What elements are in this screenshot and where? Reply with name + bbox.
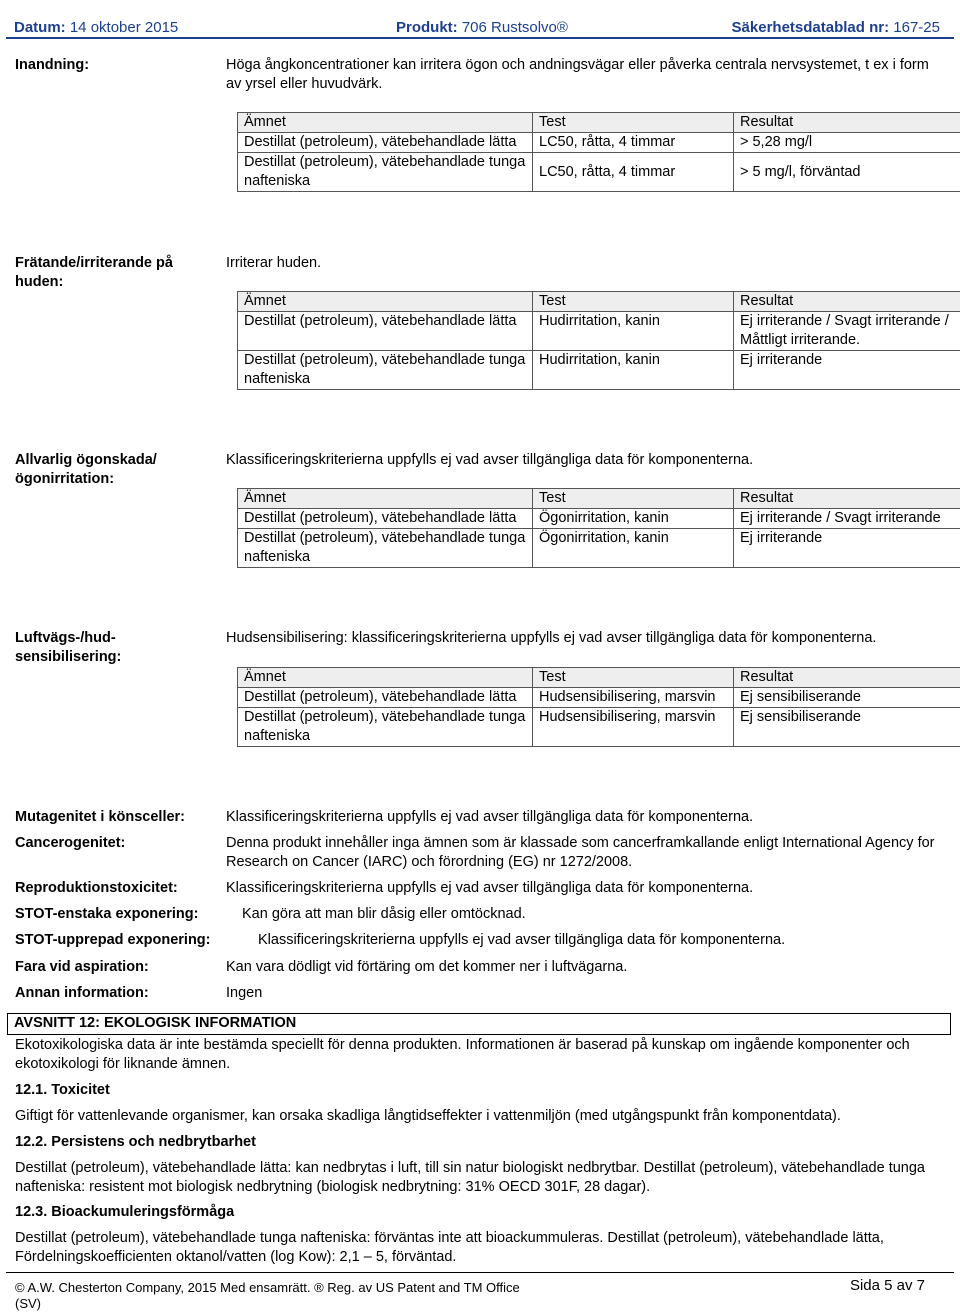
cell-test: LC50, råtta, 4 timmar: [533, 153, 734, 192]
skin-table: [237, 291, 960, 390]
header-cell-result: Resultat: [734, 292, 960, 312]
date-label: Datum:: [14, 19, 66, 36]
header-cell-test: Test: [533, 292, 734, 312]
table-row: [238, 312, 960, 351]
inhalation-text: Höga ångkoncentrationer kan irritera ögon och andningsvägar eller påverka centrala nervsystemet, t ex i form av yrsel eller huvudvärk.: [226, 56, 941, 94]
other-info-label: Annan information:: [15, 984, 215, 1003]
copyright-text: © A.W. Chesterton Company, 2015 Med ensamrätt. ® Reg. av US Patent and TM Office: [15, 1278, 520, 1297]
eye-label-line-2: ögonirritation:: [15, 470, 215, 489]
cell-test: Hudsensibilisering, marsvin: [533, 688, 734, 708]
table-row: [238, 529, 960, 568]
other-info-text: Ingen: [226, 984, 941, 1003]
cell-substance: Destillat (petroleum), vätebehandlade lätta: [238, 688, 533, 708]
product-value: 706 Rustsolvo®: [462, 19, 568, 36]
table-row: [238, 509, 960, 529]
header-cell-result: Resultat: [734, 668, 960, 688]
cell-substance: Destillat (petroleum), vätebehandlade lätta: [238, 509, 533, 529]
product-label: Produkt:: [396, 19, 458, 36]
carcinogenicity-label: Cancerogenitet:: [15, 834, 215, 853]
date-value: 14 oktober 2015: [70, 19, 178, 36]
aspiration-label: Fara vid aspiration:: [15, 958, 215, 977]
eye-label-line-1: Allvarlig ögonskada/: [15, 451, 215, 470]
cell-result: Ej sensibiliserande: [734, 688, 960, 708]
bioaccumulation-text: Destillat (petroleum), vätebehandlade tunga nafteniska: förväntas inte att bioackummuleras. Destillat (petroleum), vätebehandlade lätta, Fördelningskoefficienten oktanol/vatten (log Kow): 2,1 – 5, förväntad.: [15, 1229, 942, 1267]
cell-test: Hudirritation, kanin: [533, 312, 734, 351]
table-header-row: [238, 113, 960, 133]
cell-test: LC50, råtta, 4 timmar: [533, 133, 734, 153]
cell-substance: Destillat (petroleum), vätebehandlade lätta: [238, 312, 533, 351]
bioaccumulation-heading: 12.3. Bioackumuleringsförmåga: [15, 1203, 942, 1222]
cell-substance: Destillat (petroleum), vätebehandlade tunga nafteniska: [238, 153, 533, 192]
cell-result: > 5,28 mg/l: [734, 133, 960, 153]
header-cell-test: Test: [533, 489, 734, 509]
eye-text: Klassificeringskriterierna uppfylls ej vad avser tillgängliga data för komponenterna.: [226, 451, 941, 470]
cell-substance: Destillat (petroleum), vätebehandlade tunga nafteniska: [238, 708, 533, 747]
table-row: [238, 133, 960, 153]
sensitisation-label-line-1: Luftvägs-/hud-: [15, 629, 215, 648]
header-cell-test: Test: [533, 113, 734, 133]
header-cell-test: Test: [533, 668, 734, 688]
cell-substance: Destillat (petroleum), vätebehandlade tunga nafteniska: [238, 529, 533, 568]
sheet-value: 167-25: [893, 19, 940, 36]
mutagenicity-label: Mutagenitet i könsceller:: [15, 808, 215, 827]
header-cell-substance: Ämnet: [238, 668, 533, 688]
header-cell-result: Resultat: [734, 489, 960, 509]
sheet-label: Säkerhetsdatablad nr:: [732, 19, 890, 36]
cell-test: Hudsensibilisering, marsvin: [533, 708, 734, 747]
persistence-heading: 12.2. Persistens och nedbrytbarhet: [15, 1133, 942, 1152]
eye-label: [15, 451, 215, 489]
cell-result: Ej irriterande / Svagt irriterande / Måttligt irriterande.: [734, 312, 960, 351]
header-divider: [6, 37, 954, 39]
table-header-row: [238, 668, 960, 688]
reproductive-toxicity-text: Klassificeringskriterierna uppfylls ej vad avser tillgängliga data för komponenterna.: [226, 879, 941, 898]
header-cell-substance: Ämnet: [238, 489, 533, 509]
stot-single-text: Kan göra att man blir dåsig eller omtöcknad.: [242, 905, 941, 924]
footer-divider: [6, 1272, 954, 1273]
sensitisation-text: Hudsensibilisering: klassificeringskriterierna uppfylls ej vad avser tillgängliga data för komponenterna.: [226, 629, 941, 648]
stot-repeated-text: Klassificeringskriterierna uppfylls ej vad avser tillgängliga data för komponenterna.: [258, 931, 941, 950]
sensitisation-label: [15, 629, 215, 667]
sensitisation-table: [237, 667, 960, 747]
header-cell-result: Resultat: [734, 113, 960, 133]
cell-test: Ögonirritation, kanin: [533, 529, 734, 568]
persistence-text: Destillat (petroleum), vätebehandlade lätta: kan nedbrytas i luft, till sin natur biologiskt nedbrytbar. Destillat (petroleum), vätebehandlade tunga nafteniska: resistent mot biologisk nedbrytning (biologisk nedbrytning: 31% OECD 301F, 28 dagar).: [15, 1159, 942, 1197]
section-12-intro: Ekotoxikologiska data är inte bestämda speciellt för denna produkten. Informationen är baserad på kunskap om ingående komponenter och ekotoxikologi för liknande ämnen.: [15, 1036, 942, 1074]
stot-repeated-label: STOT-upprepad exponering:: [15, 931, 255, 950]
table-row: [238, 708, 960, 747]
table-header-row: [238, 292, 960, 312]
cell-test: Ögonirritation, kanin: [533, 509, 734, 529]
cell-result: Ej irriterande: [734, 529, 960, 568]
table-row: [238, 153, 960, 192]
date-field: [14, 18, 178, 37]
table-row: [238, 351, 960, 390]
aspiration-text: Kan vara dödligt vid förtäring om det kommer ner i luftvägarna.: [226, 958, 941, 977]
eye-table: [237, 488, 960, 568]
cell-substance: Destillat (petroleum), vätebehandlade lätta: [238, 133, 533, 153]
stot-single-label: STOT-enstaka exponering:: [15, 905, 245, 924]
carcinogenicity-text: Denna produkt innehåller inga ämnen som är klassade som cancerframkallande enligt International Agency for Research on Cancer (IARC) och förordning (EG) nr 1272/2008.: [226, 834, 941, 872]
reproductive-toxicity-label: Reproduktionstoxicitet:: [15, 879, 215, 898]
cell-result: Ej sensibiliserande: [734, 708, 960, 747]
skin-label-line-1: Frätande/irriterande på: [15, 254, 215, 273]
cell-result: Ej irriterande / Svagt irriterande: [734, 509, 960, 529]
table-row: [238, 688, 960, 708]
toxicity-heading: 12.1. Toxicitet: [15, 1081, 942, 1100]
mutagenicity-text: Klassificeringskriterierna uppfylls ej vad avser tillgängliga data för komponenterna.: [226, 808, 941, 827]
page-number: Sida 5 av 7: [850, 1276, 925, 1295]
inhalation-label: Inandning:: [15, 56, 215, 75]
language-code: (SV): [15, 1294, 41, 1313]
cell-result: Ej irriterande: [734, 351, 960, 390]
cell-substance: Destillat (petroleum), vätebehandlade tunga nafteniska: [238, 351, 533, 390]
cell-result: > 5 mg/l, förväntad: [734, 153, 960, 192]
table-header-row: [238, 489, 960, 509]
inhalation-table: [237, 112, 960, 192]
skin-label: [15, 254, 215, 292]
product-field: [396, 18, 568, 37]
header-cell-substance: Ämnet: [238, 113, 533, 133]
section-12-heading: AVSNITT 12: EKOLOGISK INFORMATION: [7, 1013, 951, 1035]
sheet-number-field: [732, 18, 940, 37]
sensitisation-label-line-2: sensibilisering:: [15, 648, 215, 667]
toxicity-text: Giftigt för vattenlevande organismer, kan orsaka skadliga långtidseffekter i vattenmiljön (med utgångspunkt från komponentdata).: [15, 1107, 942, 1126]
skin-text: Irriterar huden.: [226, 254, 941, 273]
cell-test: Hudirritation, kanin: [533, 351, 734, 390]
skin-label-line-2: huden:: [15, 273, 215, 292]
header-cell-substance: Ämnet: [238, 292, 533, 312]
